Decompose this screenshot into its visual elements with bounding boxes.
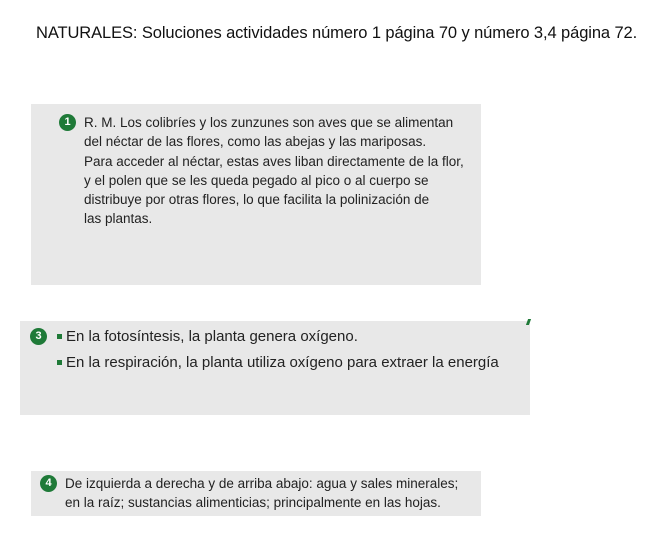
answer-1-line: las plantas. bbox=[84, 211, 153, 227]
answer-1-line: distribuye por otras flores, lo que facilita la polinización de bbox=[84, 192, 430, 208]
bullet-square-icon bbox=[57, 360, 62, 365]
answer-1-line: y el polen que se les queda pegado al pico o al cuerpo se bbox=[84, 172, 429, 188]
answer-1-line: Para acceder al néctar, estas aves liban directamente de la flor, bbox=[84, 153, 464, 169]
answer-4-line: De izquierda a derecha y de arriba abajo: agua y sales minerales; bbox=[65, 476, 459, 491]
answer-number-badge-1: 1 bbox=[59, 114, 76, 131]
corner-mark-icon bbox=[526, 319, 531, 325]
answer-text-1 bbox=[84, 113, 464, 229]
page-title: NATURALES: Soluciones actividades número 1 página 70 y número 3,4 página 72. bbox=[36, 24, 638, 42]
answer-1-line: R. M. Los colibríes y los zunzunes son aves que se alimentan bbox=[84, 115, 454, 130]
answer-text-4 bbox=[65, 474, 458, 513]
answer-4-line: en la raíz; sustancias alimenticias; principalmente en las hojas. bbox=[65, 495, 441, 511]
bullet-square-icon bbox=[57, 334, 62, 339]
answer-number-badge-4: 4 bbox=[40, 475, 57, 492]
answer-3-bullet-text: En la respiración, la planta utiliza oxígeno para extraer la energía bbox=[66, 354, 499, 371]
answer-number-badge-3: 3 bbox=[30, 328, 47, 345]
answer-3-bullet-text: En la fotosíntesis, la planta genera oxígeno. bbox=[66, 328, 358, 345]
answer-1-line: del néctar de las flores, como las abejas y las mariposas. bbox=[84, 134, 427, 150]
